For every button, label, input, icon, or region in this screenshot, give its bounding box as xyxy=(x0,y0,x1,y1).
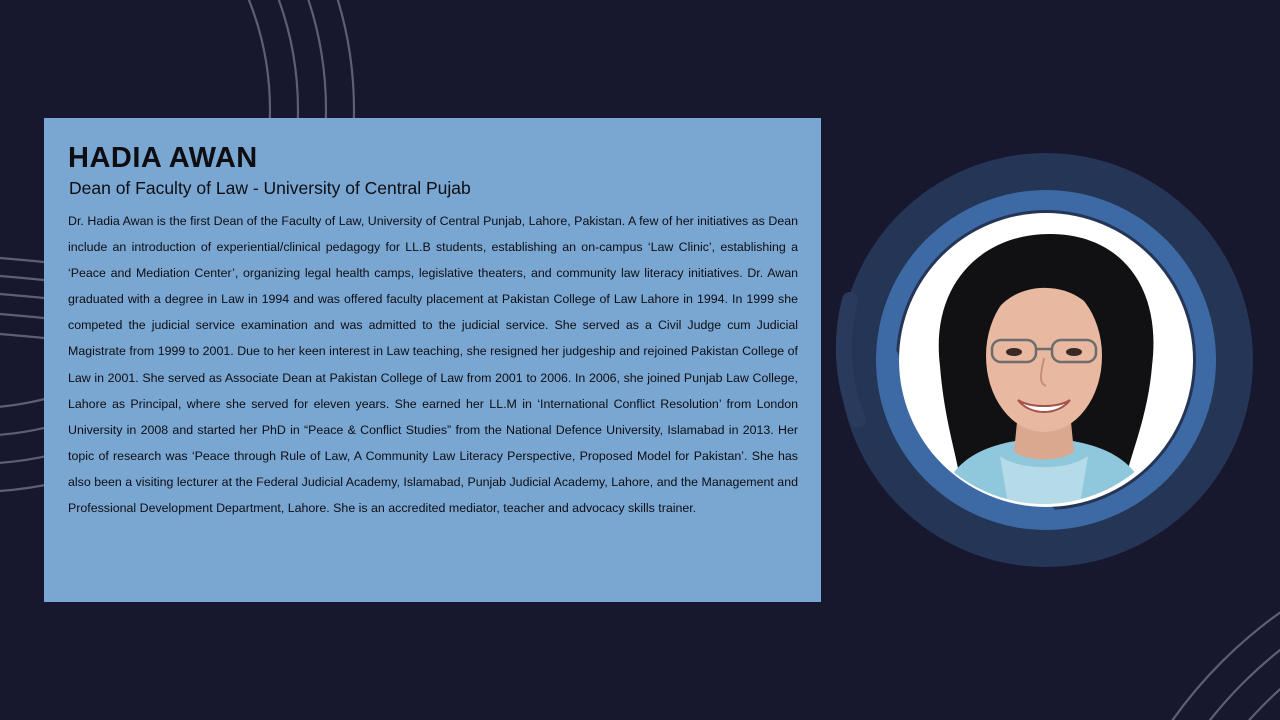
bio-card xyxy=(44,118,821,602)
deco-arc xyxy=(1090,530,1280,720)
deco-left-line xyxy=(0,258,44,262)
deco-arc xyxy=(1210,650,1280,720)
deco-left-line xyxy=(0,294,44,298)
person-title: Dean of Faculty of Law - University of Central Pujab xyxy=(69,178,471,198)
portrait-photo xyxy=(900,216,1188,504)
deco-left-line xyxy=(0,276,44,280)
deco-left-line xyxy=(0,334,44,338)
deco-arc xyxy=(1120,560,1280,720)
person-name: HADIA AWAN xyxy=(68,142,258,174)
person-biography: Dr. Hadia Awan is the first Dean of the Faculty of Law, University of Central Punjab, Lahore, Pakistan. A few of her initiatives as Dean include an introduction of experiential/clinical pedagogy for LL.B students, establishing an on-campus ‘Law Clinic’, establishing a ‘Peace and Mediation Center’, organizing legal health camps, legislative theaters, and community law literacy initiatives. Dr. Awan graduated with a degree in Law in 1994 and was offered faculty placement at Pakistan College of Law Lahore in 1994. In 1999 she competed the judicial service examination and was admitted to the judicial service. She served as a Civil Judge cum Judicial Magistrate from 1999 to 2001. Due to her keen interest in Law teaching, she resigned her judgeship and rejoined Pakistan College of Law in 2001. She served as Associate Dean at Pakistan College of Law from 2001 to 2006. In 2006, she joined Punjab Law College, Lahore as Principal, where she served for eleven years. She earned her LL.M in ‘International Conflict Resolution’ from London University in 2008 and started her PhD in “Peace & Conflict Studies” from the National Defence University, Islamabad in 2013. Her topic of research was ‘Peace through Rule of Law, A Community Law Literacy Perspective, Proposed Model for Pakistan’. She has also been a visiting lecturer at the Federal Judicial Academy, Islamabad, Punjab Judicial Academy, Lahore, and the Management and Professional Development Department, Lahore. She is an accredited mediator, teacher and advocacy skills trainer. xyxy=(68,214,798,516)
deco-left-line xyxy=(0,314,44,318)
person-photo-icon xyxy=(900,216,1188,504)
deco-arc xyxy=(1150,590,1280,720)
